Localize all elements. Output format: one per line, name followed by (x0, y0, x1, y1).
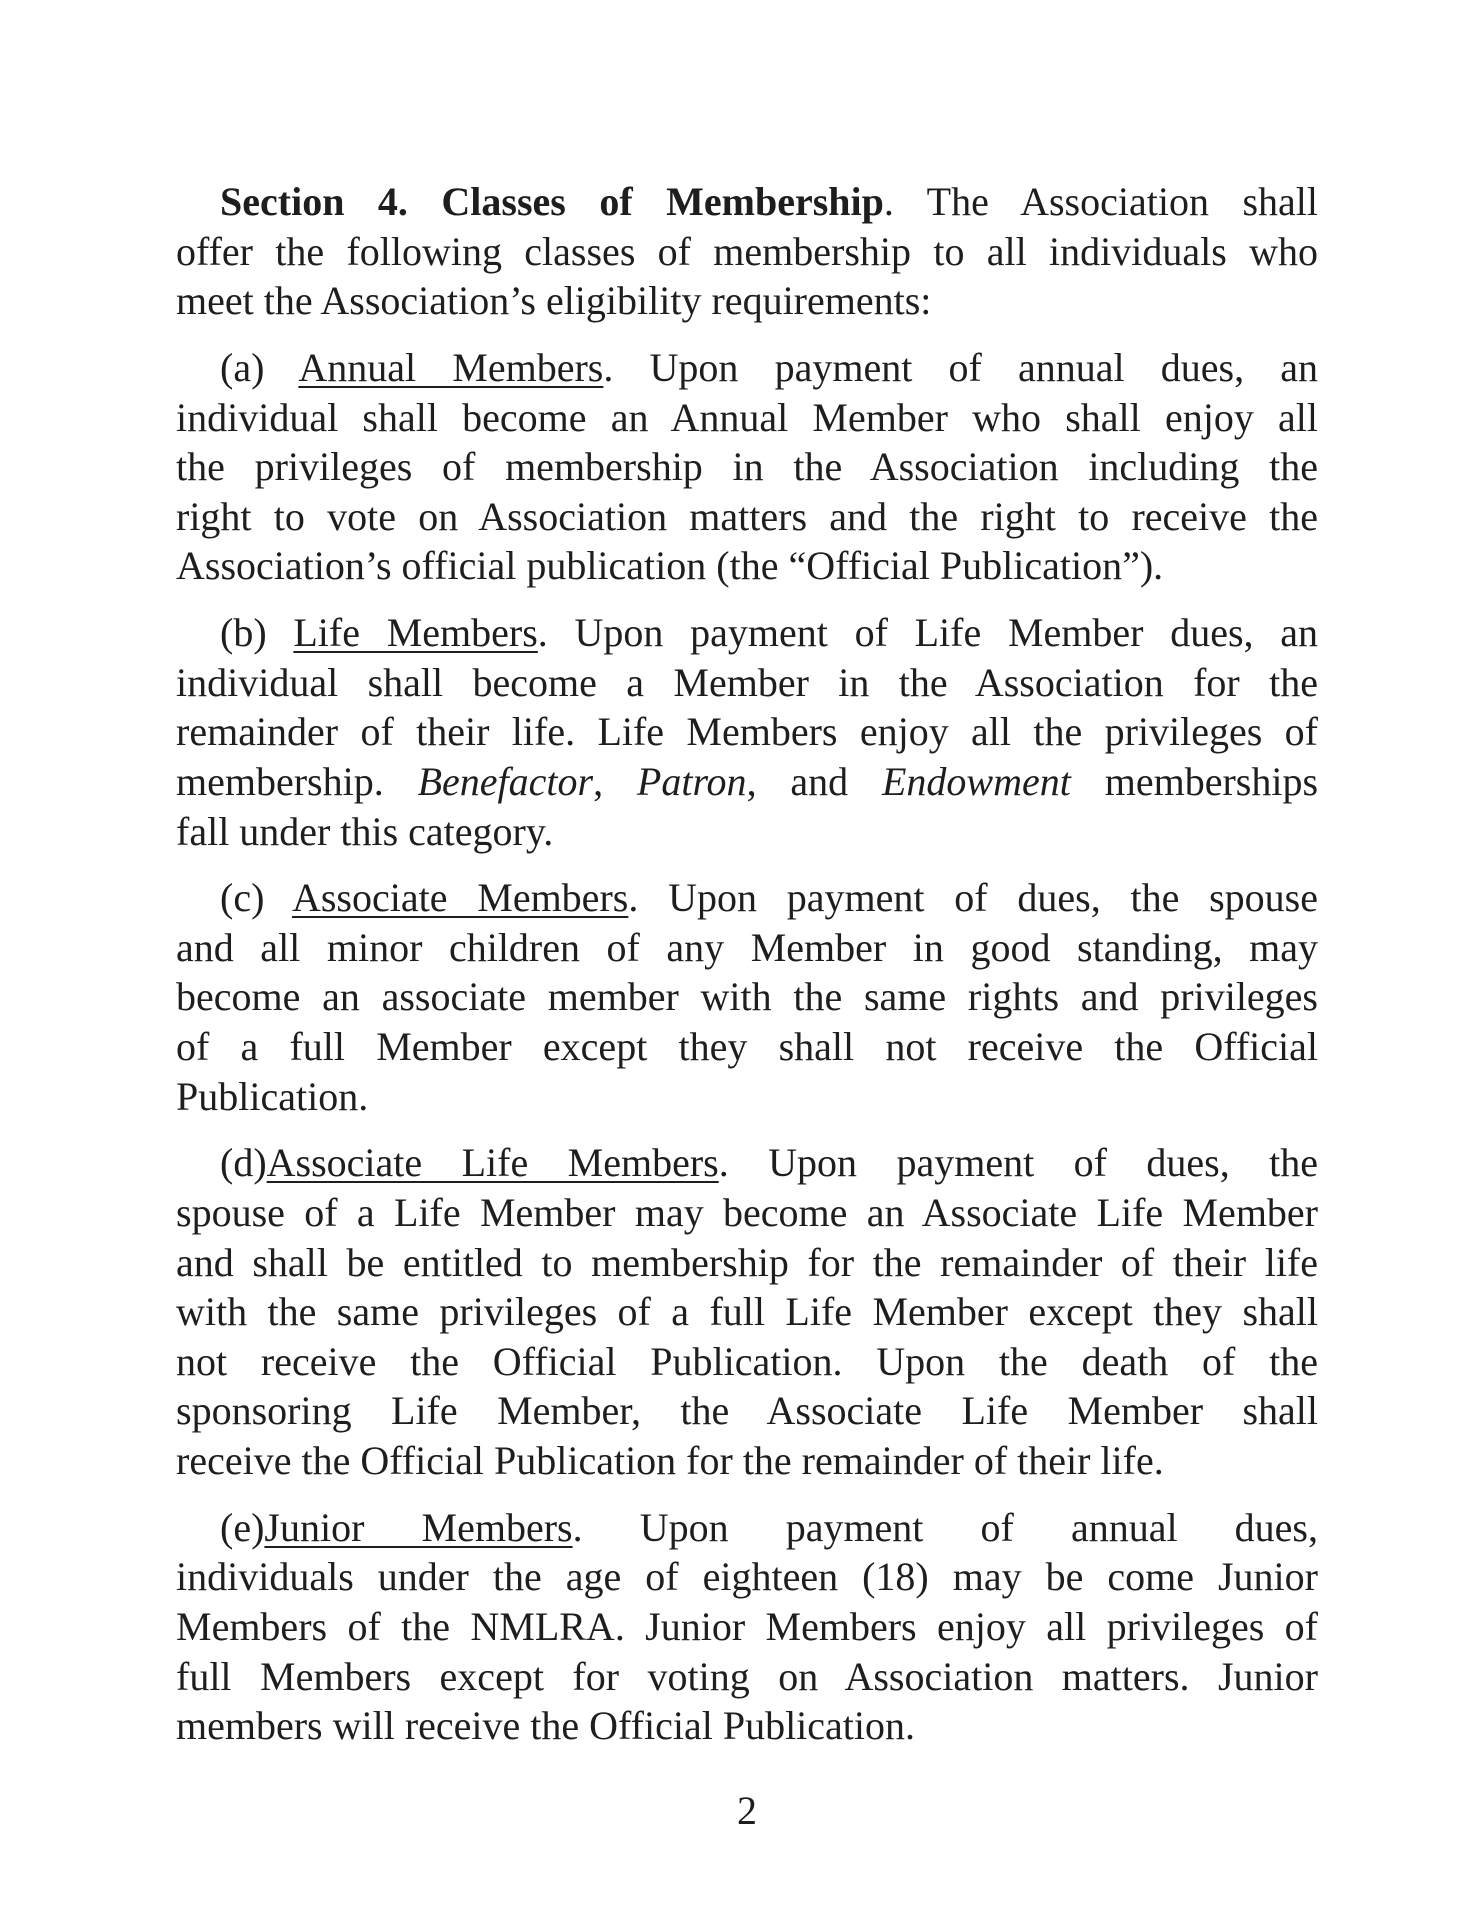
text-line (176, 1238, 1318, 1288)
text-segment: Publication. (176, 1073, 369, 1119)
membership-class-title: Junior Members (264, 1504, 573, 1550)
text-segment: not receive the Official Publication. Upon the death of the (176, 1338, 1318, 1384)
text-segment: of a full Member except they shall not receive the Official (176, 1024, 1318, 1070)
text-segment: . Upon payment of dues, the spouse (628, 875, 1318, 921)
text-segment: Members of the NMLRA. Junior Members enjoy all privileges of (176, 1603, 1318, 1649)
text-line (176, 276, 1318, 326)
membership-class-title: Associate Members (291, 875, 629, 921)
text-line (176, 177, 1318, 227)
text-line (176, 1337, 1318, 1387)
text-segment: meet the Association’s eligibility requirements: (176, 278, 932, 324)
text-segment: the privileges of membership in the Association including the (176, 444, 1318, 490)
text-segment: offer the following classes of membership to all individuals who (176, 228, 1318, 274)
text-line (176, 1386, 1318, 1436)
text-line (176, 1436, 1318, 1486)
paragraph-associate-life-members (176, 1138, 1318, 1485)
section-heading: Section 4. Classes of Membership (220, 179, 884, 224)
text-segment: (b) (220, 610, 294, 656)
paragraph-annual-members (176, 343, 1318, 591)
text-segment: members will receive the Official Publication. (176, 1703, 916, 1749)
text-line (176, 1652, 1318, 1702)
text-segment: receive the Official Publication for the remainder of their life. (176, 1438, 1164, 1483)
text-line (176, 757, 1318, 807)
membership-class-title: Associate Life Members (266, 1140, 719, 1186)
text-segment: remainder of their life. Life Members enjoy all the privileges of (176, 709, 1318, 755)
text-line (176, 707, 1318, 757)
text-segment: , (593, 758, 637, 804)
text-segment: membership. (176, 758, 418, 804)
text-segment: individual shall become an Annual Member who shall enjoy all (176, 394, 1318, 440)
text-line (176, 343, 1318, 393)
body-text (176, 177, 1318, 1768)
text-segment: . Upon payment of annual dues, an (603, 344, 1319, 390)
text-line (176, 807, 1318, 857)
text-line (176, 1503, 1318, 1553)
text-segment: , and (746, 758, 882, 804)
paragraph-section-4-intro (176, 177, 1318, 326)
text-line (176, 1138, 1318, 1188)
text-line (176, 442, 1318, 492)
text-line (176, 658, 1318, 708)
membership-class-title: Life Members (293, 610, 538, 656)
text-segment: (a) (220, 344, 299, 390)
text-line (176, 1287, 1318, 1337)
text-line (176, 1072, 1318, 1122)
paragraph-life-members (176, 608, 1318, 856)
text-segment: individuals under the age of eighteen (18) may be come Junior (176, 1554, 1318, 1600)
text-segment: spouse of a Life Member may become an Associate Life Member (176, 1190, 1318, 1236)
text-line (176, 1701, 1318, 1751)
text-line (176, 1602, 1318, 1652)
text-segment: (c) (220, 875, 292, 921)
text-line (176, 1552, 1318, 1602)
text-segment: . The Association shall (883, 179, 1319, 224)
text-segment: and all minor children of any Member in good standing, may (176, 924, 1318, 970)
text-segment: Association’s official publication (the “Official Publication”). (176, 543, 1164, 589)
membership-class-title: Annual Members (298, 344, 604, 390)
text-segment: become an associate member with the same rights and privileges (176, 974, 1318, 1020)
text-segment: full Members except for voting on Association matters. Junior (176, 1653, 1318, 1699)
text-segment: memberships (1070, 758, 1319, 804)
text-segment: (e) (220, 1504, 265, 1550)
paragraph-junior-members (176, 1503, 1318, 1751)
text-segment: . Upon payment of annual dues, (572, 1504, 1318, 1550)
text-segment: and shall be entitled to membership for the remainder of their life (176, 1239, 1318, 1285)
text-segment: individual shall become a Member in the Association for the (176, 659, 1318, 705)
text-line (176, 541, 1318, 591)
emphasized-term: Patron (636, 758, 747, 804)
text-segment: with the same privileges of a full Life Member except they shall (176, 1289, 1318, 1335)
text-segment: . Upon payment of dues, the (718, 1140, 1319, 1186)
emphasized-term: Benefactor (417, 758, 594, 804)
text-line (176, 923, 1318, 973)
text-line (176, 972, 1318, 1022)
text-line (176, 393, 1318, 443)
text-line (176, 608, 1318, 658)
text-line (176, 1188, 1318, 1238)
text-segment: (d) (220, 1140, 267, 1186)
text-segment: right to vote on Association matters and the right to receive the (176, 493, 1318, 539)
text-segment: sponsoring Life Member, the Associate Life Member shall (176, 1388, 1318, 1434)
emphasized-term: Endowment (882, 758, 1071, 804)
text-line (176, 227, 1318, 277)
text-line (176, 492, 1318, 542)
text-line (176, 1022, 1318, 1072)
text-segment: . Upon payment of Life Member dues, an (537, 610, 1318, 656)
paragraph-associate-members (176, 873, 1318, 1121)
text-line (176, 873, 1318, 923)
page-number: 2 (737, 1788, 757, 1833)
text-segment: fall under this category. (176, 808, 554, 854)
